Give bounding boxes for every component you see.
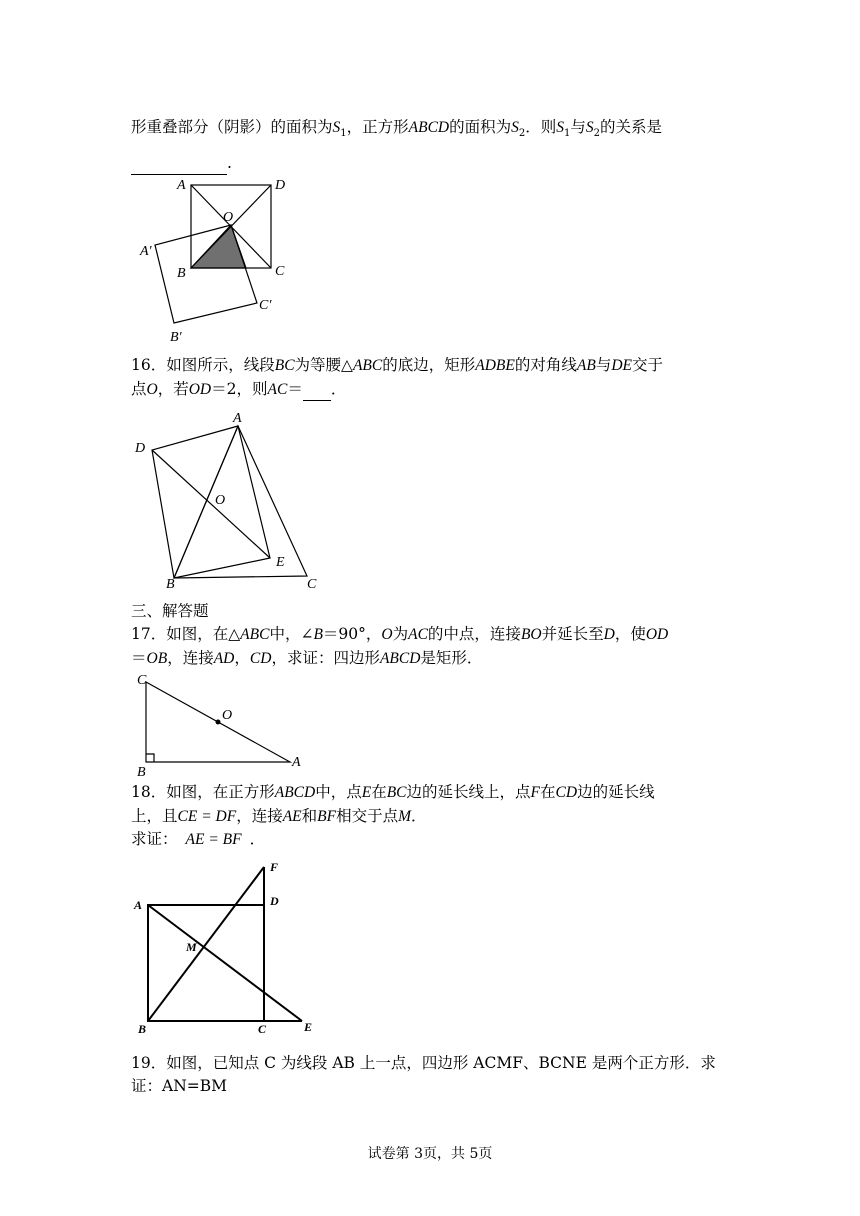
q19-line-1: 19．如图，已知点 C 为线段 AB 上一点，四边形 ACMF、BCNE 是两个正方形．求 <box>131 1054 716 1072</box>
label-O: O <box>215 493 226 508</box>
label-D: D <box>135 441 146 456</box>
q17-line-2: ＝OB，连接AD，CD，求证：四边形ABCD是矩形． <box>131 649 483 667</box>
q18-line-2: 上，且CE = DF，连接AE和BF相交于点M． <box>131 807 427 825</box>
segment-bf <box>148 867 264 1021</box>
q16-figure <box>130 408 330 593</box>
label-C: C <box>275 264 285 279</box>
label-D: D <box>270 894 279 908</box>
label-B: B <box>166 577 175 592</box>
label-O: O <box>223 210 234 225</box>
label-C: C <box>258 1022 267 1036</box>
section-title: 三、解答题 <box>131 602 209 620</box>
q16-line-1: 16．如图所示，线段BC为等腰△ABC的底边，矩形ADBE的对角线AB与DE交于 <box>131 356 664 374</box>
q17-figure <box>130 670 330 780</box>
diagonal-de <box>152 450 270 558</box>
q18-line-3: 求证： AE = BF ． <box>131 830 266 848</box>
q19-line-2: 证：AN=BM <box>131 1077 228 1095</box>
q17-line-1: 17．如图，在△ABC中，∠B＝90°，O为AC的中点，连接BO并延长至D，使OD <box>131 625 669 643</box>
label-O: O <box>222 708 233 723</box>
label-A1: A′ <box>140 244 152 259</box>
label-E: E <box>304 1020 313 1034</box>
label-B: B <box>137 765 146 780</box>
label-C1: C′ <box>259 298 272 313</box>
square-a1b1c1 <box>155 225 257 323</box>
right-angle-mark <box>146 754 154 762</box>
label-E: E <box>276 555 285 570</box>
q18-figure <box>130 855 330 1040</box>
label-A: A <box>134 898 143 912</box>
segment-ae <box>148 905 302 1021</box>
label-D: D <box>275 178 286 193</box>
q15-figure <box>135 175 295 345</box>
label-A: A <box>292 755 301 770</box>
label-C: C <box>307 577 317 592</box>
label-M: M <box>186 940 197 954</box>
label-B: B <box>138 1022 147 1036</box>
rectangle-adbe <box>152 426 270 578</box>
q15-line-2: . <box>131 152 731 175</box>
label-C: C <box>137 673 147 688</box>
answer-blank[interactable] <box>303 378 331 401</box>
triangle-abc <box>174 426 307 578</box>
label-B1: B′ <box>170 330 182 345</box>
label-B: B <box>177 266 186 281</box>
label-A: A <box>177 178 186 193</box>
label-F: F <box>270 860 279 874</box>
q16-line-2: 点O，若OD＝2，则AC＝ ． <box>131 378 731 401</box>
label-A: A <box>233 411 242 426</box>
answer-blank[interactable] <box>131 152 227 175</box>
diagonal-ab <box>174 426 238 578</box>
q15-line-1: 形重叠部分（阴影）的面积为$S_1$，正方形ABCD的面积为$S_2$．则$S_1$与$S_2$的关系是 <box>131 118 663 140</box>
square-abcd <box>148 905 264 1021</box>
midpoint-o <box>216 720 221 725</box>
page-footer: 试卷第 3页，共 5页 <box>367 1146 493 1162</box>
q18-line-1: 18．如图，在正方形ABCD中，点E在BC边的延长线上，点F在CD边的延长线 <box>131 783 655 801</box>
